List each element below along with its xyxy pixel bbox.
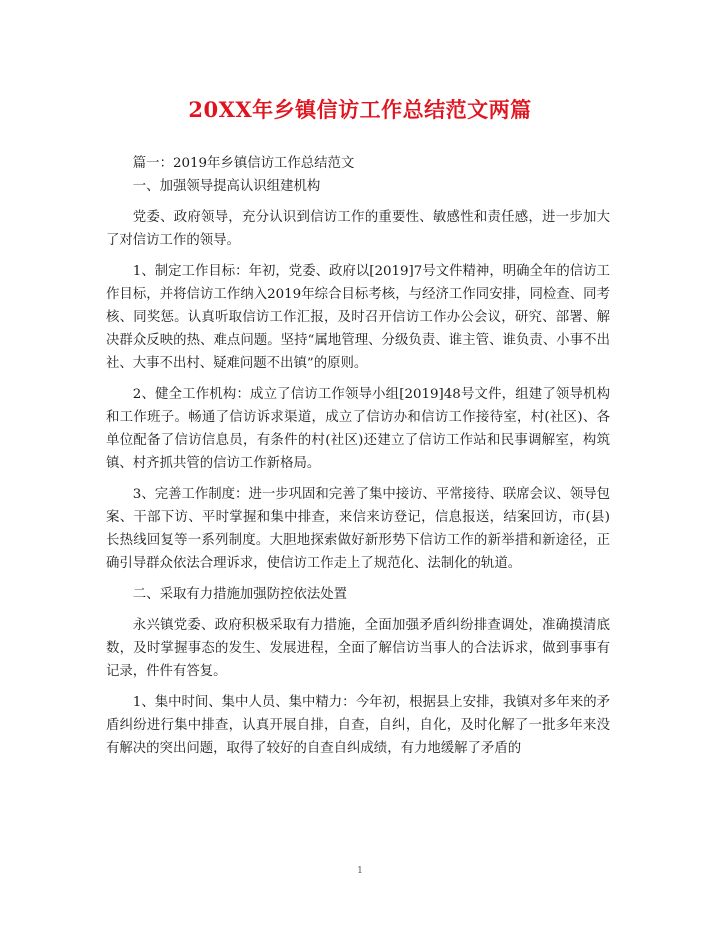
document-body <box>106 152 610 760</box>
document-title: 20XX年乡镇信访工作总结范文两篇 <box>188 97 532 122</box>
body-paragraph: 1、制定工作目标：年初，党委、政府以[2019]7号文件精神，明确全年的信访工作目标，并将信访工作纳入2019年综合目标考核，与经济工作同安排，同检查、同考核、同奖惩。认真听取信访工作汇报，及时召开信访工作办公会议，研究、部署、解决群众反映的热、难点问题。坚持“属地管理、分级负责、谁主管、谁负责、小事不出社、大事不出村、疑难问题不出镇”的原则。 <box>106 264 610 371</box>
body-paragraph: 1、集中时间、集中人员、集中精力：今年初，根据县上安排，我镇对多年来的矛盾纠纷进行集中排查，认真开展自排，自查，自纠，自化，及时化解了一批多年来没有解决的突出问题，取得了较好的自查自纠成绩，有力地缓解了矛盾的 <box>106 695 610 756</box>
page-number: 1 <box>357 866 363 876</box>
section-heading: 一、加强领导提高认识组建机构 <box>132 179 321 194</box>
body-paragraph: 2、健全工作机构：成立了信访工作领导小组[2019]48号文件，组建了领导机构和工作班子。畅通了信访诉求渠道，成立了信访办和信访工作接待室，村(社区)、各单位配备了信访信息员，有条件的村(社区)还建立了信访工作站和民事调解室，构筑镇、村齐抓共管的信访工作新格局。 <box>106 387 610 471</box>
section-heading: 篇一：2019年乡镇信访工作总结范文 <box>132 156 355 171</box>
body-paragraph: 3、完善工作制度：进一步巩固和完善了集中接访、平常接待、联席会议、领导包案、干部下访、平时掌握和集中排查，来信来访登记，信息报送，结案回访，市(县)长热线回复等一系列制度。大胆地探索做好新形势下信访工作的新举措和新途径，正确引导群众依法合理诉求，使信访工作走上了规范化、法制化的轨道。 <box>106 487 610 571</box>
body-paragraph: 党委、政府领导，充分认识到信访工作的重要性、敏感性和责任感，进一步加大了对信访工作的领导。 <box>106 210 610 248</box>
section-heading: 二、采取有力措施加强防控依法处置 <box>132 587 348 602</box>
body-paragraph: 永兴镇党委、政府积极采取有力措施，全面加强矛盾纠纷排查调处，准确摸清底数，及时掌握事态的发生、发展进程，全面了解信访当事人的合法诉求，做到事事有记录，件件有答复。 <box>106 618 610 679</box>
